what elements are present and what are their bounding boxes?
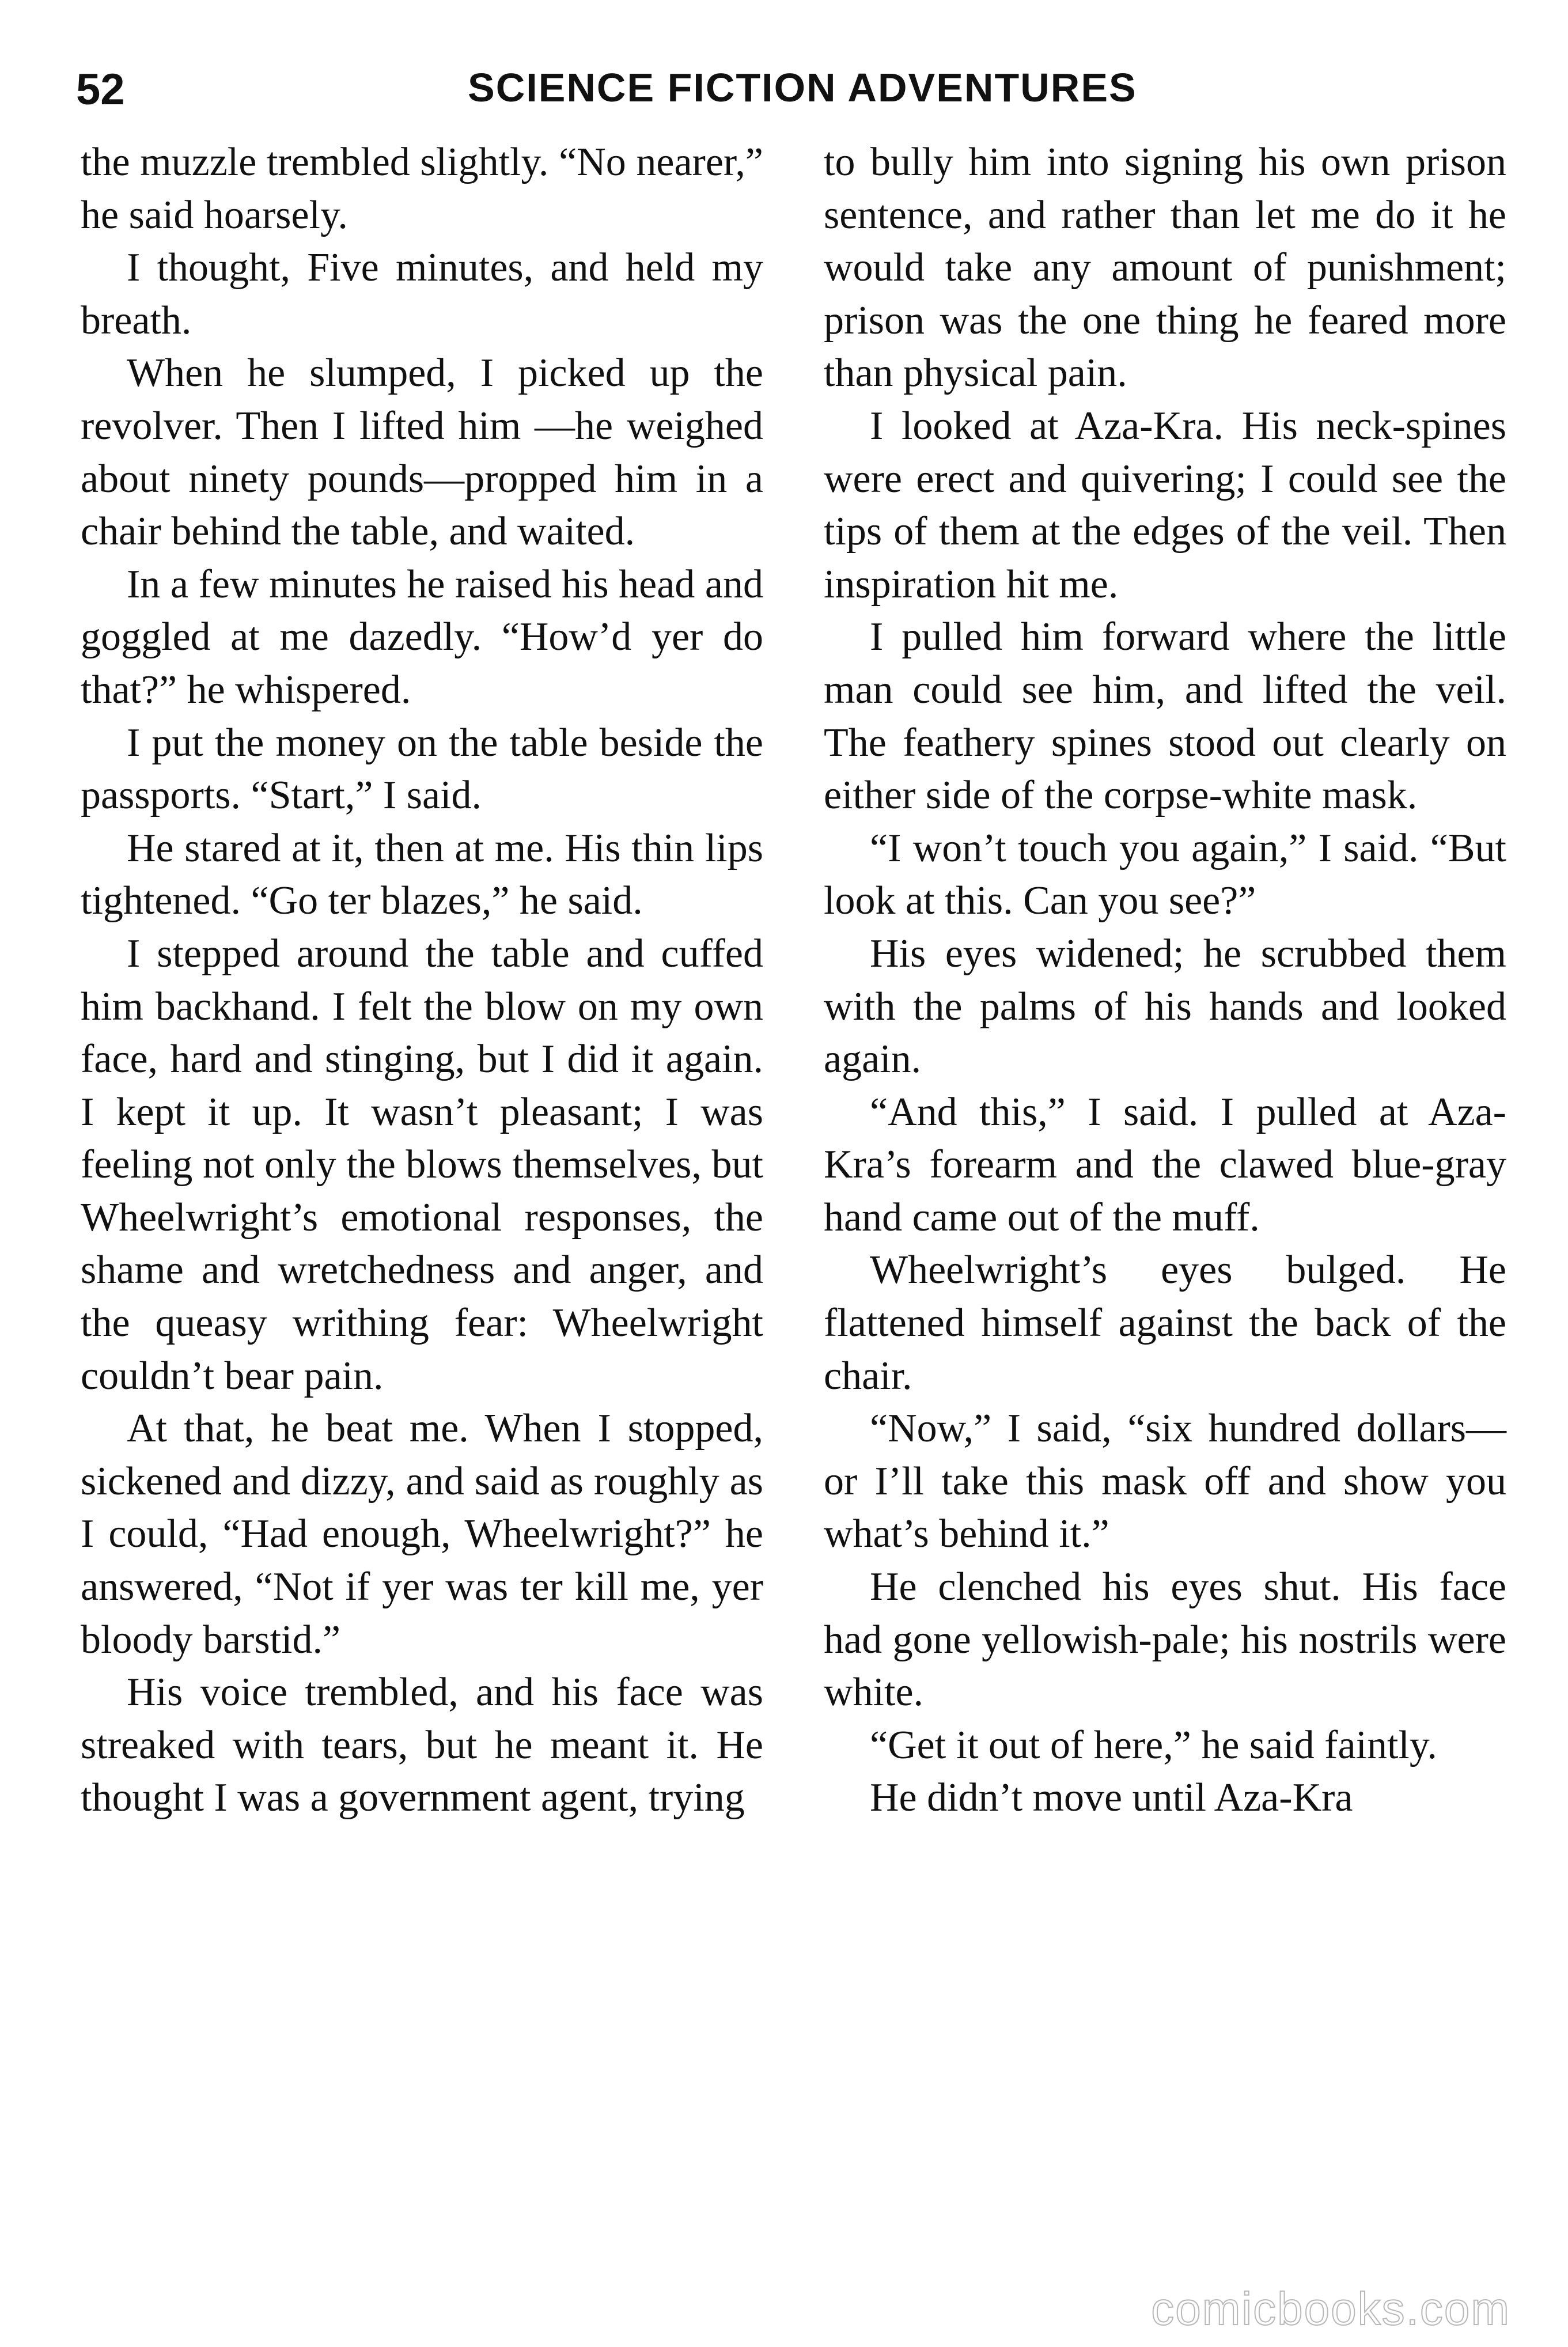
paragraph: I put the money on the table beside the passports. “Start,” I said. bbox=[81, 720, 763, 818]
paragraph: I thought, Five minutes, and held my breath. bbox=[81, 245, 763, 343]
paragraph: He didn’t move until Aza-Kra bbox=[870, 1776, 1353, 1820]
paragraph: “Get it out of here,” he said faintly. bbox=[870, 1723, 1437, 1767]
left-column bbox=[81, 136, 763, 1824]
paragraph: His eyes widened; he scrubbed them with the palms of his hands and looked again. bbox=[824, 931, 1506, 1082]
paragraph: I stepped around the table and cuffed him backhand. I felt the blow on my own face, hard and stinging, but I did it again. I kept it up. It wasn’t pleasant; I was feeling not only the blows themselves, but Wheelwright’s emotional responses, the shame and wretchedness and anger, and the queasy writhing fear: Wheelwright couldn’t bear pain. bbox=[81, 931, 763, 1398]
paragraph: When he slumped, I picked up the revolver. Then I lifted him —he weighed about ninety pounds—propped him in a chair behind the table, and waited. bbox=[81, 351, 763, 554]
paragraph: “Now,” I said, “six hundred dollars—or I’ll take this mask off and show you what’s behind it.” bbox=[824, 1406, 1506, 1557]
right-column bbox=[824, 136, 1506, 1824]
running-title: SCIENCE FICTION ADVENTURES bbox=[468, 65, 1137, 110]
paragraph: He clenched his eyes shut. His face had gone yellowish-pale; his nostrils were white. bbox=[824, 1565, 1506, 1715]
paragraph: I looked at Aza-Kra. His neck-spines were erect and quivering; I could see the tips of them at the edges of the veil. Then inspiration hit me. bbox=[824, 403, 1506, 607]
paragraph: At that, he beat me. When I stopped, sickened and dizzy, and said as roughly as I could, “Had enough, Wheelwright?” he answered, “Not if yer was ter kill me, yer bloody barstid.” bbox=[81, 1406, 763, 1662]
paragraph: to bully him into signing his own prison sentence, and rather than let me do it he would take any amount of punishment; prison was the one thing he feared more than physical pain. bbox=[824, 140, 1506, 396]
paragraph: Wheelwright’s eyes bulged. He flattened himself against the back of the chair. bbox=[824, 1248, 1506, 1398]
paragraph: His voice trembled, and his face was streaked with tears, but he meant it. He thought I was a government agent, trying bbox=[81, 1670, 763, 1820]
paragraph: the muzzle trembled slightly. “No nearer,” he said hoarsely. bbox=[81, 140, 763, 237]
paragraph: “And this,” I said. I pulled at Aza-Kra’s forearm and the clawed blue-gray hand came out of the muff. bbox=[824, 1089, 1506, 1240]
page-number: 52 bbox=[76, 65, 125, 114]
watermark: comicbooks.com bbox=[1151, 2283, 1510, 2334]
paragraph: He stared at it, then at me. His thin lips tightened. “Go ter blazes,” he said. bbox=[81, 826, 763, 923]
paragraph: “I won’t touch you again,” I said. “But look at this. Can you see?” bbox=[824, 826, 1506, 923]
page-header bbox=[76, 65, 1499, 128]
paragraph: I pulled him forward where the little man could see him, and lifted the veil. The feathery spines stood out clearly on either side of the corpse-white mask. bbox=[824, 615, 1506, 818]
paragraph: In a few minutes he raised his head and goggled at me dazedly. “How’d yer do that?” he whispered. bbox=[81, 562, 763, 712]
